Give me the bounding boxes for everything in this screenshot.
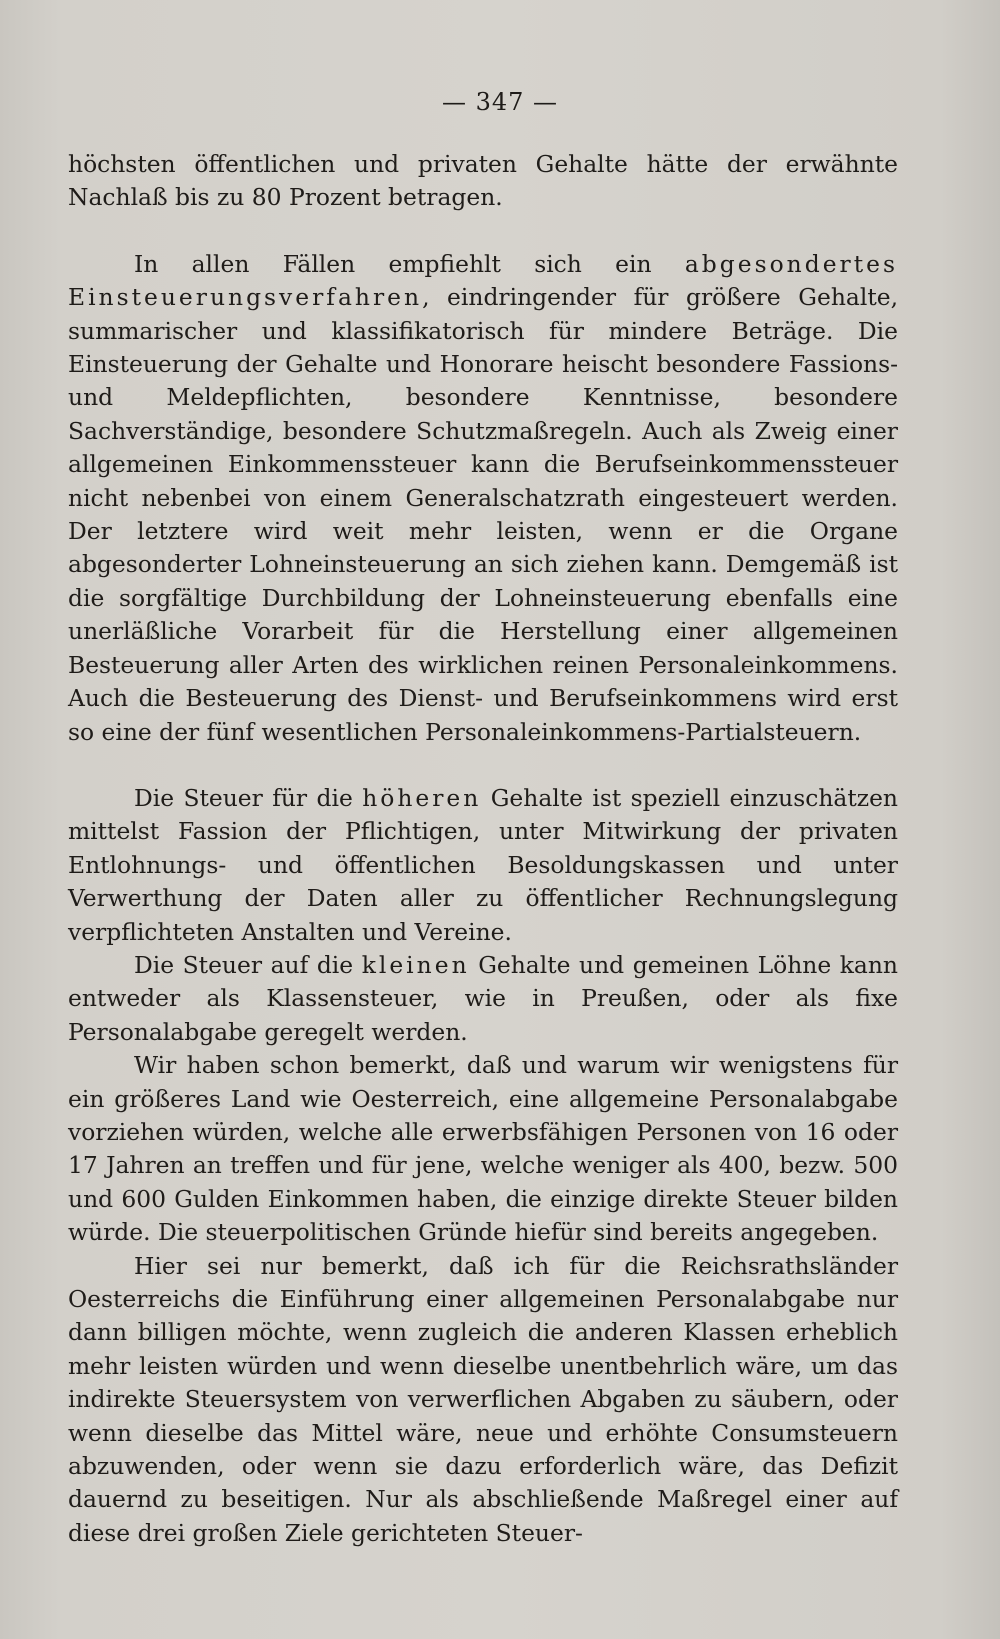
paragraph-3: [68, 782, 898, 949]
paragraph-6: Hier sei nur bemerkt, daß ich für die Reichsrathsländer Oesterreichs die Einführung einer allgemeinen Personalabgabe nur dann billigen möchte, wenn zugleich die anderen Klassen erheblich mehr leisten würden und wenn dieselbe unentbehrlich wäre, um das indirekte Steuersystem von verwerflichen Abgaben zu säubern, oder wenn dieselbe das Mittel wäre, neue und erhöhte Consumsteuern abzuwenden, oder wenn sie dazu erforderlich wäre, das Defizit dauernd zu beseitigen. Nur als abschließende Maßregel einer auf diese drei großen Ziele gerichteten Steuer-: [68, 1251, 898, 1547]
paragraph-4-part-1: Die Steuer auf die: [134, 950, 362, 979]
emphasis-hoeheren: höheren: [362, 783, 482, 812]
body-text: [68, 148, 898, 1550]
emphasis-kleinen: kleinen: [361, 950, 470, 979]
emphasis-abgesondertes-einsteuerungsverfahren: abgesondertes Einsteuerungsverfahren: [68, 249, 898, 312]
paragraph-3-part-1: Die Steuer für die: [134, 783, 363, 812]
paragraph-4-part-2: Gehalte und gemeinen Löhne kann entweder als Klassensteuer, wie in Preußen, oder als fixe Personalabgabe geregelt werden.: [68, 950, 898, 1046]
paragraph-2-part-2: , eindringender für größere Gehalte, summarischer und klassifikatorisch für mindere Beträge. Die Einsteuerung der Gehalte und Honorare heischt besondere Fassions- und Meldepflichten, besondere Kenntnisse, besondere Sachverständige, besondere Schutzmaßregeln. Auch als Zweig einer allgemeinen Einkommenssteuer kann die Berufseinkommenssteuer nicht nebenbei von einem Generalschatzrath eingesteuert werden. Der letztere wird weit mehr leisten, wenn er die Organe abgesonderter Lohneinsteuerung an sich ziehen kann. Demgemäß ist die sorgfältige Durchbildung der Lohneinsteuerung ebenfalls eine unerläßliche Vorarbeit für die Herstellung einer allgemeinen Besteuerung aller Arten des wirklichen reinen Personaleinkommens. Auch die Besteuerung des Dienst- und Berufseinkommens wird erst so eine der fünf wesentlichen Personaleinkommens-Partialsteuern.: [68, 283, 898, 746]
paragraph-2: [68, 248, 898, 749]
paragraph-4: [68, 949, 898, 1049]
paragraph-3-part-2: Gehalte ist speziell einzuschätzen mittelst Fassion der Pflichtigen, unter Mitwirkung der privaten Entlohnungs- und öffentlichen Besoldungskassen und unter Verwerthung der Daten aller zu öffentlicher Rechnungslegung verpflichteten Anstalten und Vereine.: [68, 783, 898, 946]
paragraph-2-part-1: In allen Fällen empfiehlt sich ein: [134, 249, 685, 278]
paragraph-1: höchsten öffentlichen und privaten Gehalte hätte der erwähnte Nachlaß bis zu 80 Prozent betragen.: [68, 150, 898, 212]
paragraph-5: Wir haben schon bemerkt, daß und warum wir wenigstens für ein größeres Land wie Oesterreich, eine allgemeine Personalabgabe vorziehen würden, welche alle erwerbsfähigen Personen von 16 oder 17 Jahren an treffen und für jene, welche weniger als 400, bezw. 500 und 600 Gulden Einkommen haben, die einzige direkte Steuer bilden würde. Die steuerpolitischen Gründe hiefür sind bereits angegeben.: [68, 1051, 898, 1247]
page-number: — 347 —: [441, 88, 559, 116]
